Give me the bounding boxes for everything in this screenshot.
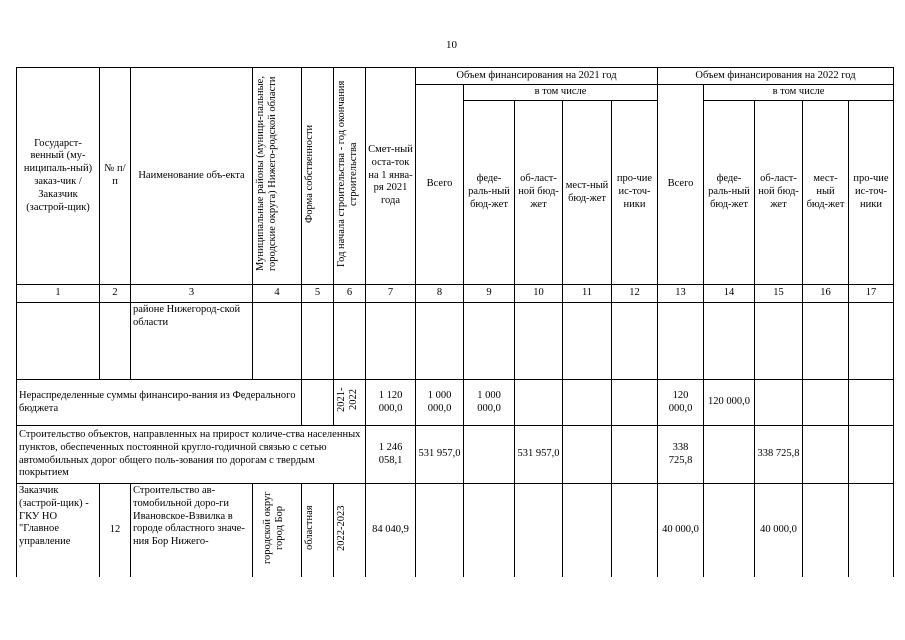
header-federal-2022: феде-раль-ный бюд-жет [704, 101, 755, 285]
col-number: 16 [803, 285, 849, 303]
financing-table [16, 67, 894, 577]
item12-municipal: городской округ город Бор [253, 484, 302, 577]
header-num: № п/п [100, 68, 131, 285]
object-name-cont: районе Нижегород-ской области [131, 303, 253, 380]
item12-object-name: Строительство ав-томобильной доро-ги Ивановское-Взвилка в городе областного значе-ния Бор Нижего- [131, 484, 253, 577]
header-total-2022: Всего [658, 85, 704, 285]
header-local-2022: мест-ный бюд-жет [803, 101, 849, 285]
header-municipal: Муниципальные районы (муници-пальные, городские округа) Нижего-родской области [253, 68, 302, 285]
unallocated-estimate: 1 120 000,0 [366, 380, 416, 426]
col-number: 4 [253, 285, 302, 303]
column-numbers-row [17, 285, 894, 303]
item12-customer: Заказчик (застрой-щик) - ГКУ НО "Главное управление [17, 484, 100, 577]
section-estimate: 1 246 058,1 [366, 426, 416, 484]
unallocated-years: 2021-2022 [334, 380, 366, 426]
unallocated-total-2021: 1 000 000,0 [416, 380, 464, 426]
col-number: 13 [658, 285, 704, 303]
table-row-unallocated [17, 380, 894, 426]
table-row-item-12 [17, 484, 894, 577]
table-row-continuation [17, 303, 894, 380]
section-total-2022: 338 725,8 [658, 426, 704, 484]
header-other-2022: про-чие ис-точ-ники [849, 101, 894, 285]
header-fin-2021: Объем финансирования на 2021 год [416, 68, 658, 85]
item12-estimate: 84 040,9 [366, 484, 416, 577]
unallocated-total-2022: 120 000,0 [658, 380, 704, 426]
unallocated-federal-2021: 1 000 000,0 [464, 380, 515, 426]
col-number: 12 [612, 285, 658, 303]
header-ownership: Форма собственности [302, 68, 334, 285]
col-number: 5 [302, 285, 334, 303]
section-total-2021: 531 957,0 [416, 426, 464, 484]
col-number: 14 [704, 285, 755, 303]
header-years: Год начала строительства - год окончания строительства [334, 68, 366, 285]
col-number: 9 [464, 285, 515, 303]
header-customer: Государст-венный (му-ниципаль-ный) заказ-чик / Заказчик (застрой-щик) [17, 68, 100, 285]
item12-total-2022: 40 000,0 [658, 484, 704, 577]
item12-num: 12 [100, 484, 131, 577]
section-label: Строительство объектов, направленных на прирост количе-ства населенных пунктов, обеспеченных постоянной кругло-годичной связью с сетью автомобильных дорог общего поль-зования по дорогам с твердым покрытием [17, 426, 366, 484]
col-number: 11 [563, 285, 612, 303]
header-other-2021: про-чие ис-точ-ники [612, 101, 658, 285]
table-row-section [17, 426, 894, 484]
col-number: 7 [366, 285, 416, 303]
header-regional-2022: об-ласт-ной бюд-жет [755, 101, 803, 285]
header-total-2021: Всего [416, 85, 464, 285]
header-estimate: Смет-ный оста-ток на 1 янва-ря 2021 года [366, 68, 416, 285]
item12-years: 2022-2023 [334, 484, 366, 577]
unallocated-federal-2022: 120 000,0 [704, 380, 755, 426]
col-number: 15 [755, 285, 803, 303]
item12-ownership: областная [302, 484, 334, 577]
col-number: 8 [416, 285, 464, 303]
header-fin-2022: Объем финансирования на 2022 год [658, 68, 894, 85]
header-incl-2022: в том числе [704, 85, 894, 101]
item12-regional-2022: 40 000,0 [755, 484, 803, 577]
unallocated-label: Нераспределенные суммы финансиро-вания из Федерального бюджета [17, 380, 302, 426]
header-federal-2021: феде-раль-ный бюд-жет [464, 101, 515, 285]
section-regional-2021: 531 957,0 [515, 426, 563, 484]
col-number: 2 [100, 285, 131, 303]
col-number: 17 [849, 285, 894, 303]
section-regional-2022: 338 725,8 [755, 426, 803, 484]
header-incl-2021: в том числе [464, 85, 658, 101]
header-local-2021: мест-ный бюд-жет [563, 101, 612, 285]
col-number: 1 [17, 285, 100, 303]
header-object-name: Наименование объ-екта [131, 68, 253, 285]
page-number: 10 [446, 39, 457, 51]
col-number: 6 [334, 285, 366, 303]
col-number: 3 [131, 285, 253, 303]
col-number: 10 [515, 285, 563, 303]
header-regional-2021: об-ласт-ной бюд-жет [515, 101, 563, 285]
